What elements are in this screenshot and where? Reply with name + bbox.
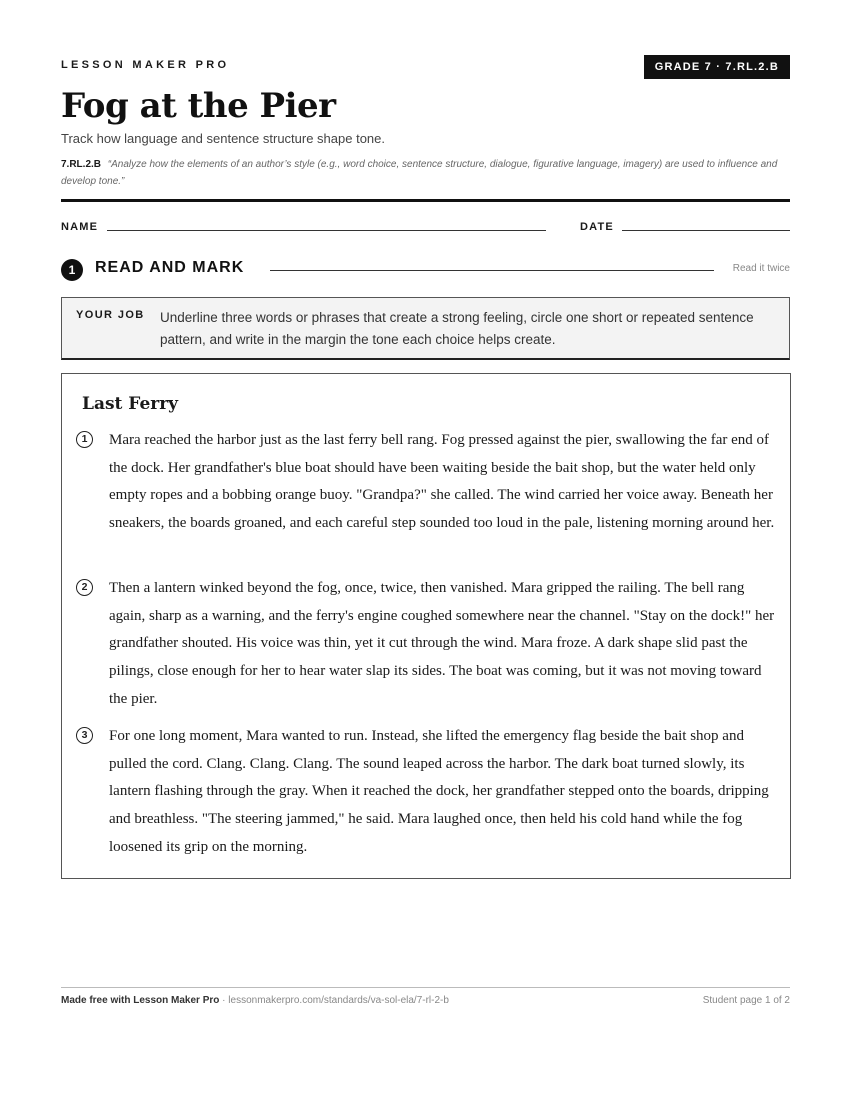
footer-brand: Made free with Lesson Maker Pro [61,995,220,1006]
paragraph-text: For one long moment, Mara wanted to run. Instead, she lifted the emergency flag beside the bait shop and pulled the cord. Clang. Clang. Clang. The sound leaped across the harbor. The dark boat turned slowly, its lantern flashing through the gray. When it reached the dock, her grandfather stepped onto the boards, dripping and breathless. "The steering jammed," he said. Mara laughed once, then held his cold hand while the fog loosened its grip on the morning. [109,728,769,855]
date-label: DATE [580,221,614,233]
section-divider [270,270,714,271]
standard-text: “Analyze how the elements of an author’s style (e.g., word choice, sentence structure, dialogue, figurative language, imagery) are used to influence and develop tone.” [61,159,778,187]
name-field[interactable] [107,230,546,231]
section-title: READ AND MARK [95,259,245,276]
page-indicator: Student page 1 of 2 [702,995,790,1006]
brand-name: LESSON MAKER PRO [61,59,230,71]
step-number-badge: 1 [61,259,83,281]
grade-badge: GRADE 7 · 7.RL.2.B [644,55,790,79]
footer-url[interactable]: lessonmakerpro.com/standards/va-sol-ela/7-rl-2-b [228,995,449,1006]
paragraph-number: 1 [76,431,93,448]
top-bar [61,55,790,79]
page-subtitle: Track how language and sentence structure shape tone. [61,131,386,146]
date-field[interactable] [622,230,790,231]
footer-credit [61,995,449,1006]
footer-separator: · [219,995,229,1006]
reading-passage [61,373,791,879]
paragraph-number: 2 [76,579,93,596]
student-info-row [61,219,790,235]
instructions-label: YOUR JOB [76,309,145,321]
name-label: NAME [61,221,99,233]
footer-divider [61,987,790,988]
page-title: Fog at the Pier [61,86,336,126]
header-divider [61,199,790,202]
paragraph-text: Then a lantern winked beyond the fog, once, twice, then vanished. Mara gripped the railing. The bell rang again, sharp as a warning, and the ferry's engine coughed somewhere near the channel. "Stay on the dock!" her grandfather shouted. His voice was thin, yet it cut through the wind. Mara froze. A dark shape slid past the pilings, close enough for her to hear water slap its sides. The boat was coming, but it was not moving toward the pier. [109,580,775,707]
paragraph-number: 3 [76,727,93,744]
passage-title: Last Ferry [82,394,179,414]
section-note: Read it twice [732,263,790,274]
standard-code: 7.RL.2.B [61,159,102,170]
paragraph-text: Mara reached the harbor just as the last ferry bell rang. Fog pressed against the pier, swallowing the far end of the dock. Her grandfather's blue boat should have been waiting beside the bait shop, but the water held only empty ropes and a bobbing orange buoy. "Grandpa?" she called. The wind carried her voice away. Beneath her sneakers, the boards groaned, and each careful step sounded too loud in the pale, listening morning around her. [109,432,775,532]
instructions-box [61,297,790,360]
section-header [61,256,790,282]
instructions-text: Underline three words or phrases that create a strong feeling, circle one short or repeated sentence pattern, and write in the margin the tone each choice helps create. [160,310,754,347]
standard-description [61,156,790,190]
